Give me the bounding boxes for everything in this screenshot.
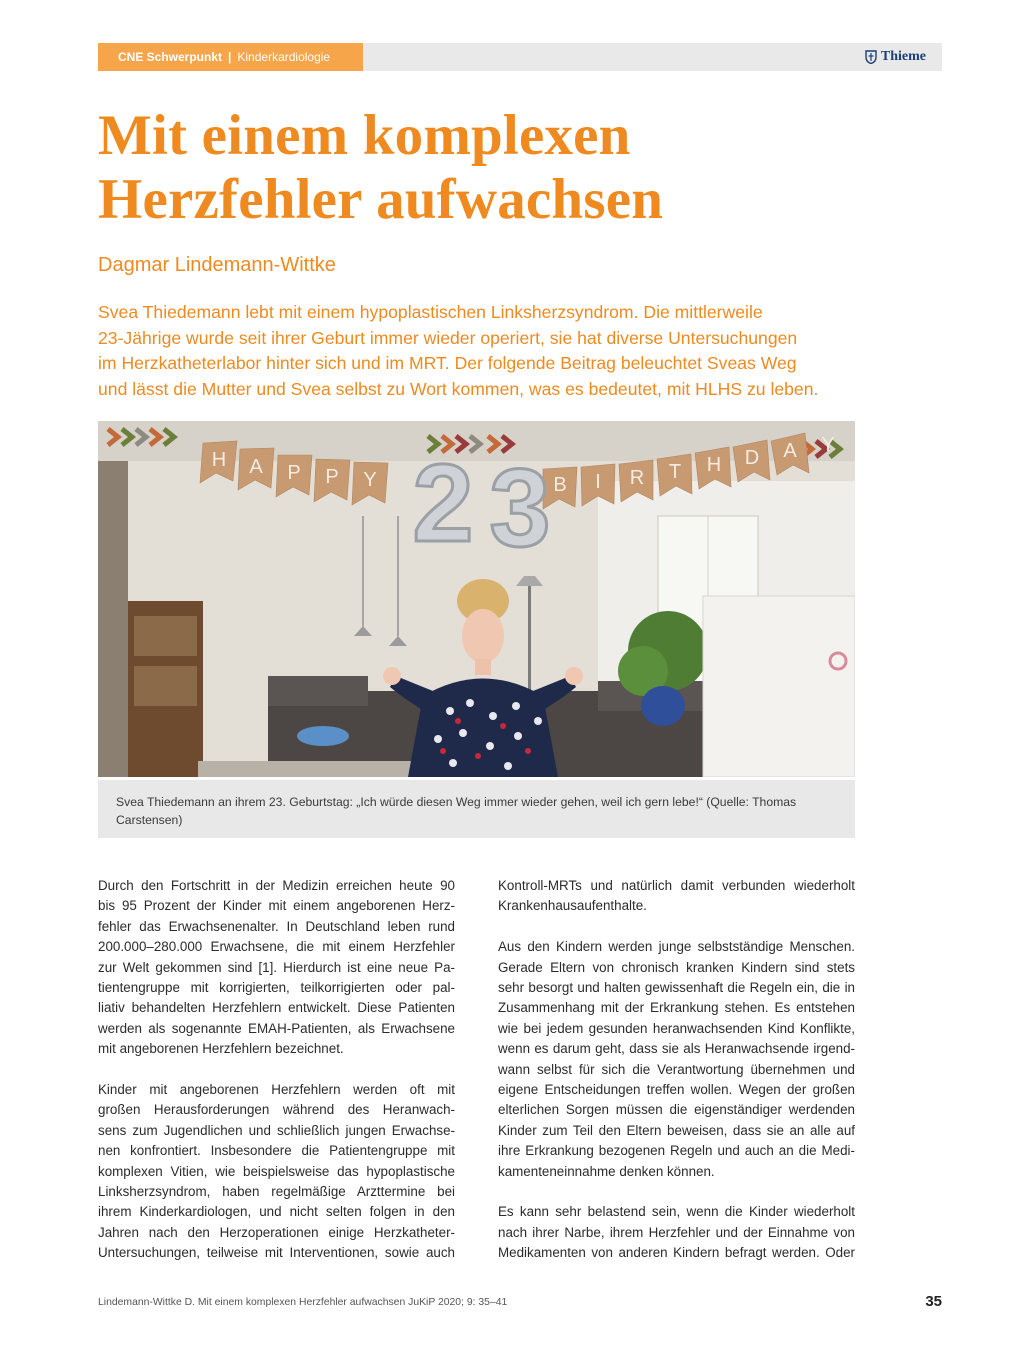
banner-letter: B bbox=[553, 474, 567, 496]
body-line: Linksherzsyndrom, haben regelmäßige Arzttermine bei bbox=[98, 1184, 455, 1200]
body-line: bis 95 Prozent der Kinder mit einem angeborenen Herz- bbox=[98, 898, 455, 914]
banner-letter: Y bbox=[363, 469, 377, 491]
article-lead bbox=[98, 300, 898, 402]
title-line-2: Herzfehler aufwachsen bbox=[98, 168, 664, 231]
banner-letter: R bbox=[629, 467, 645, 489]
body-line: elterlichen Sorgen müssen die eigenständiger werdenden bbox=[498, 1102, 855, 1118]
body-line: Kinder mit angeborenen Herzfehlern werden oft mit bbox=[98, 1082, 455, 1098]
body-line: Durch den Fortschritt in der Medizin erreichen heute 90 bbox=[98, 878, 455, 893]
body-column-right bbox=[498, 876, 855, 1264]
banner-letter: P bbox=[325, 466, 339, 488]
lead-line: im Herzkatheterlabor hinter sich und im MRT. Der folgende Beitrag beleuchtet Sveas Weg bbox=[98, 353, 797, 374]
banner-letter: I bbox=[595, 471, 601, 493]
body-line: werden als sogenannte EMAH-Patienten, als Erwachsene bbox=[98, 1020, 455, 1036]
paragraph-gap bbox=[498, 1182, 855, 1202]
body-line: nen konfrontiert. Insbesondere die Patientengruppe mit bbox=[98, 1143, 455, 1159]
birthday-photo bbox=[98, 421, 855, 777]
body-line: sens zum Jugendlichen und schließlich jungen Erwachse- bbox=[98, 1122, 455, 1138]
banner-letter: A bbox=[249, 456, 263, 478]
body-line: wie bei jedem gesunden heranwachsenden Kind Konflikte, bbox=[498, 1020, 855, 1036]
publisher-logo bbox=[865, 43, 926, 71]
body-line: eigene Entscheidungen treffen wollen. Wegen der großen bbox=[498, 1082, 855, 1098]
lead-line: 23-Jährige wurde seit ihrer Geburt immer wieder operiert, sie hat diverse Untersuchungen bbox=[98, 327, 798, 348]
lead-line: Svea Thiedemann lebt mit einem hypoplastischen Linksherzsyndrom. Die mittlerweile bbox=[98, 302, 763, 322]
section-tag bbox=[98, 43, 363, 71]
article-author: Dagmar Lindemann-Wittke bbox=[98, 254, 336, 276]
running-header bbox=[98, 43, 942, 71]
body-line: Gerade Eltern von chronisch kranken Kindern sind stets bbox=[498, 959, 855, 975]
banner-letter: Y bbox=[821, 434, 835, 456]
body-line: ihre Erkrankung bezogenen Regeln und auch an die Medi- bbox=[498, 1143, 855, 1159]
article-photo bbox=[98, 421, 855, 777]
banner-letter: A bbox=[783, 440, 797, 462]
body-line: großen Herausforderungen während des Heranwach- bbox=[98, 1102, 455, 1118]
body-line: nach ihrer Narbe, ihrem Herzfehler und der Einnahme von bbox=[498, 1224, 855, 1240]
publisher-name: Thieme bbox=[880, 49, 926, 64]
banner-letter: H bbox=[211, 449, 227, 471]
body-line: Jahren nach den Herzoperationen einige Herzkatheter- bbox=[98, 1224, 455, 1240]
body-line: zur Welt gekommen sind [1]. Hierdurch ist eine neue Pa- bbox=[98, 959, 455, 975]
body-line: Kinder zum Teil den Eltern beweisen, dass sie an alle auf bbox=[498, 1122, 855, 1138]
body-line: sehr besorgt und halten gewissenhaft die Regeln ein, die in bbox=[498, 980, 855, 996]
body-line: Medikamenten von anderen Kindern befragt werden. Oder bbox=[498, 1245, 855, 1261]
title-line-1: Mit einem komplexen bbox=[98, 104, 631, 167]
body-line: wenn es darum geht, dass sie als Heranwachsende irgend- bbox=[498, 1041, 855, 1057]
body-line: wann selbst für sich die Verantwortung übernehmen und bbox=[498, 1061, 855, 1077]
body-column-left bbox=[98, 876, 455, 1264]
figure-caption bbox=[98, 780, 855, 838]
body-line: 200.000–280.000 Erwachsene, die mit einem Herzfehler bbox=[98, 939, 455, 955]
body-line: tientengruppe mit korrigierten, teilkorrigierten oder pal- bbox=[98, 980, 455, 996]
body-line: Krankenhausaufenthalte. bbox=[498, 898, 647, 914]
paragraph-gap bbox=[98, 1060, 455, 1080]
body-line: Es kann sehr belastend sein, wenn die Kinder wiederholt bbox=[498, 1204, 855, 1220]
body-line: ihrem Kinderkardiologen, und nicht selten folgen in den bbox=[98, 1204, 455, 1220]
thieme-crest-icon bbox=[865, 50, 877, 64]
body-line: Kontroll-MRTs und natürlich damit verbunden wiederholt bbox=[498, 878, 855, 893]
banner-letter: T bbox=[668, 461, 682, 483]
body-line: kamenteneinnahme denken können. bbox=[498, 1163, 715, 1179]
body-line: liativ behandelten Herzfehlern entwickelt. Diese Patienten bbox=[98, 1000, 455, 1016]
paragraph-gap bbox=[498, 917, 855, 937]
banner-letter: H bbox=[706, 454, 722, 476]
balloon-digit: 3 bbox=[489, 447, 551, 570]
caption-line: Svea Thiedemann an ihrem 23. Geburtstag: „Ich würde diesen Weg immer wieder gehen, weil ich gern lebe!“ (Quelle: Thomas bbox=[116, 795, 797, 809]
topic-label: Kinderkardiologie bbox=[237, 50, 331, 64]
banner-letter: D bbox=[744, 447, 760, 469]
body-line: Untersuchungen, teilweise mit Interventionen, sowie auch bbox=[98, 1245, 455, 1261]
page-number: 35 bbox=[925, 1293, 942, 1310]
body-line: Aus den Kindern werden junge selbstständige Menschen. bbox=[498, 939, 855, 955]
balloon-digit: 2 bbox=[412, 442, 474, 565]
body-line: mit angeborenen Herzfehlern bezeichnet. bbox=[98, 1041, 344, 1057]
section-separator: | bbox=[228, 50, 232, 64]
body-line: Zusammenhang mit der Erkrankung stehen. Es entstehen bbox=[498, 1000, 855, 1016]
body-line: fehler das Erwachsenenalter. In Deutschland leben rund bbox=[98, 918, 455, 934]
article-title bbox=[98, 104, 918, 232]
footer-citation: Lindemann-Wittke D. Mit einem komplexen Herzfehler aufwachsen JuKiP 2020; 9: 35–41 bbox=[98, 1297, 508, 1308]
banner-letter: P bbox=[287, 462, 301, 484]
lead-line: und lässt die Mutter und Svea selbst zu Wort kommen, was es bedeutet, mit HLHS zu leben. bbox=[98, 378, 819, 399]
section-label: CNE Schwerpunkt bbox=[118, 50, 223, 64]
body-line: komplexen Vitien, wie beispielsweise das hypoplastische bbox=[98, 1163, 455, 1179]
caption-line: Carstensen) bbox=[116, 813, 183, 827]
